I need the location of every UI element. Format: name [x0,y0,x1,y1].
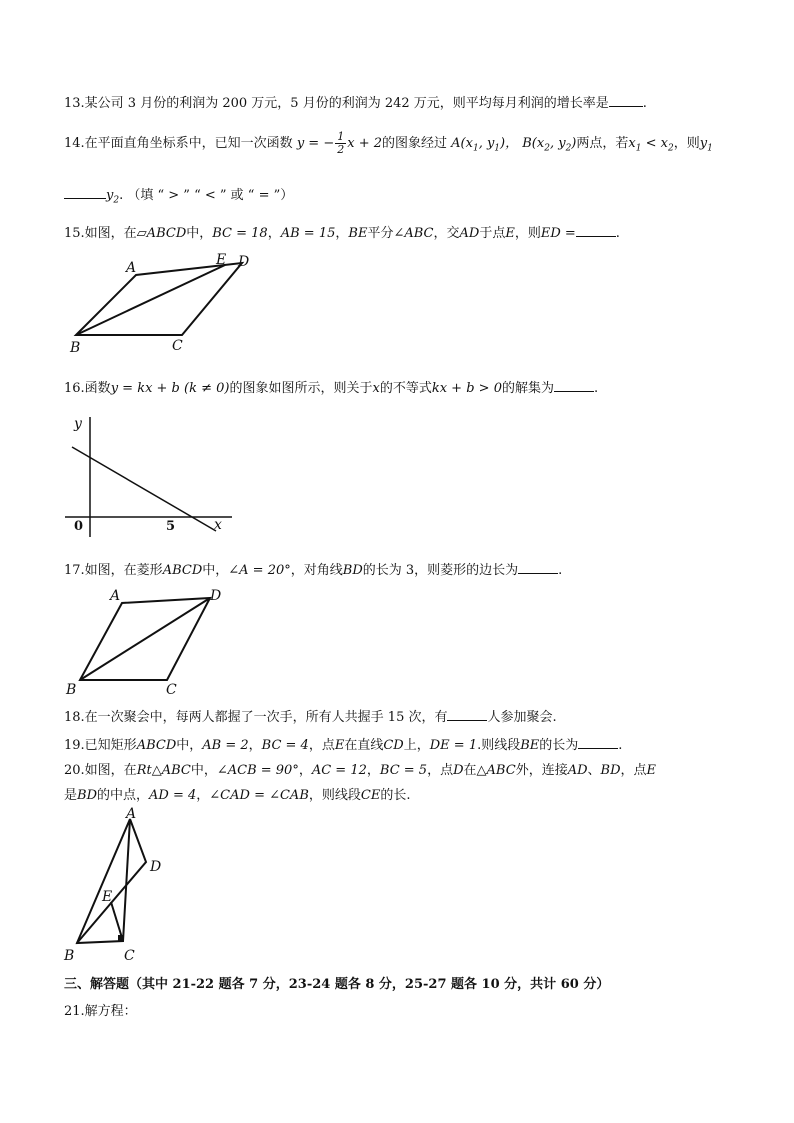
question-17: 17.如图，在菱形ABCD中，∠A = 20°，对角线BD的长为 3，则菱形的边长为 . [64,563,563,578]
figure-16-graph [60,412,240,542]
segments-ad-db [77,819,146,943]
y-axis-label: y [74,416,82,432]
answer-blank-18[interactable] [447,708,487,721]
question-19: 19.已知矩形ABCD中，AB = 2，BC = 4，点E在直线CD上，DE = 1.则线段BE的长为 . [64,738,623,753]
question-16: 16.函数y = kx + b (k ≠ 0)的图象如图所示，则关于x的不等式kx + b > 0的解集为 . [64,381,599,396]
label-a: A [110,588,121,604]
question-20: 20.如图，在Rt△ABC中，∠ACB = 90°，AC = 12，BC = 5，点D在△ABC外，连接AD、BD，点E [64,763,657,778]
question-13: 13.某公司 3 月份的利润为 200 万元，5 月份的利润为 242 万元，则平均每月利润的增长率是 . [64,96,647,111]
point-b: $B(x_2$, $y_2$) [522,136,577,154]
answer-blank-16[interactable] [554,379,594,392]
right-angle-mark [118,935,124,941]
origin-label: 0 [74,519,84,534]
x-axis-label: x [214,517,222,533]
label-e: E [102,889,113,905]
question-18: 18.在一次聚会中，每两人都握了一次手，所有人共握手 15 次，有 人参加聚会. [64,710,557,725]
question-15: 15.如图，在▱ABCD中，BC = 18，AB = 15，BE平分∠ABC，交AD于点E，则ED = . [64,226,620,241]
question-13-text: 13.某公司 3 月份的利润为 200 万元，5 月份的利润为 242 万元，则平均每月利润的增长率是 [64,96,609,111]
figure-15-parallelogram [60,250,270,355]
answer-blank-15[interactable] [576,224,616,237]
label-d: D [238,254,250,270]
condition: $x_1 < x_2$ [628,136,674,154]
figure-20-triangle [60,804,180,964]
answer-blank-17[interactable] [518,561,558,574]
label-b: B [70,340,81,356]
label-e: E [216,252,227,268]
label-c: C [172,338,183,354]
segment-be [76,265,225,335]
label-c: C [166,682,177,698]
label-b: B [66,682,77,698]
label-b: B [64,948,75,964]
question-20-line-2: 是BD的中点，AD = 4，∠CAD = ∠CAB，则线段CE的长. [64,788,411,803]
question-21: 21.解方程： [64,1004,137,1019]
function-line [72,447,216,531]
diagonal-bd [80,598,210,680]
question-14: 14.在平面直角坐标系中，已知一次函数 y = − $\frac{1}{2}$ x + 2的图象经过 $A(x_1$, $y_1$)， $B(x_2$, $y_2$)两点，若$x_1 < x_2$，则$y_1$ [64,130,713,156]
section-3-heading: 三、解答题（其中 21-22 题各 7 分，23-24 题各 8 分，25-27 题各 10 分，共计 60 分） [64,977,610,992]
function-expression: y = − $\frac{1}{2}$ x + 2 [296,130,382,156]
question-14-line-2: $y_2$. （填 “ > ” “ < ” 或 “ = ”） [64,184,293,206]
label-c: C [124,948,135,964]
point-a: $A(x_1$, $y_1$)， [451,136,519,154]
answer-blank-13[interactable] [609,94,643,107]
label-d: D [210,588,222,604]
x-intercept-label: 5 [166,519,176,534]
label-a: A [126,806,137,822]
label-a: A [126,260,137,276]
label-d: D [150,859,162,875]
answer-blank-19[interactable] [578,736,618,749]
answer-blank-14[interactable] [64,186,106,199]
triangle-abc [77,819,130,943]
figure-17-rhombus [60,584,240,699]
